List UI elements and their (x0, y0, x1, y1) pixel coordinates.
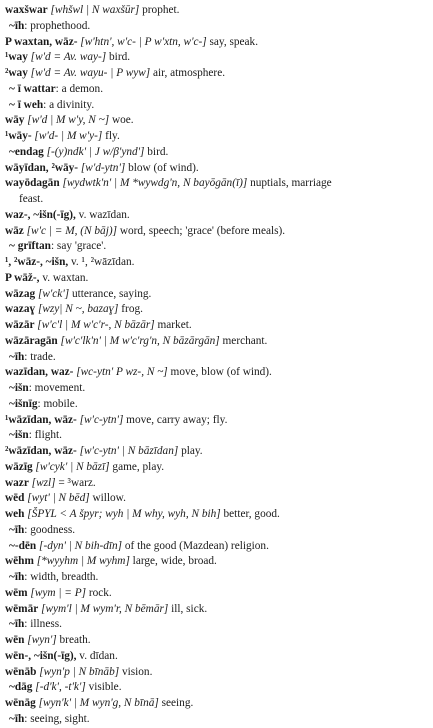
gloss: v. dīdan. (76, 649, 118, 662)
headword: ~ grīftan (9, 240, 51, 253)
phonetic: [w'd | M w'y, N ~] (24, 114, 110, 127)
headword: ¹wāzīdan, wāz- (5, 413, 77, 426)
entry-line (5, 507, 429, 523)
headword: ~īh (9, 350, 25, 363)
entry-line (5, 271, 429, 287)
headword: ~išnīg (9, 397, 38, 410)
gloss: merchant. (219, 334, 268, 347)
gloss: utterance, saying. (69, 287, 152, 300)
gloss: vision. (119, 665, 153, 678)
entry-line (5, 302, 429, 318)
headword: ~endag (9, 145, 44, 158)
headword: wēmār (5, 602, 39, 615)
gloss: : prophethood. (24, 19, 91, 32)
subentry-line (5, 523, 429, 539)
gloss: better, good. (220, 508, 280, 520)
headword: wāzāragān (5, 334, 58, 347)
headword: ~īh (9, 618, 25, 631)
entry-line (5, 318, 429, 334)
gloss: : say 'grace'. (50, 240, 107, 253)
headword: wēnāb (5, 665, 37, 678)
entry-line (5, 602, 429, 618)
subentry-line (5, 350, 429, 366)
gloss: of the good (Mazdean) religion. (122, 539, 269, 552)
headword: ~-dēn (9, 539, 37, 552)
headword: wāz (5, 224, 24, 237)
entry-line (5, 334, 429, 350)
entry-line (5, 586, 429, 602)
gloss: v. wazīdan. (75, 208, 130, 221)
phonetic: [wym | = P] (27, 586, 87, 599)
entry-line (5, 255, 429, 271)
entry-line (5, 413, 429, 429)
phonetic: [-d'k', -t'k'] (32, 681, 86, 694)
phonetic: [-(y)ndk' | J w/β'ynd'] (43, 145, 145, 158)
headword: waz-, ~išn(-īg), (5, 208, 76, 221)
headword: wazr (5, 476, 29, 489)
entry-line (5, 444, 429, 460)
gloss: : seeing, sight. (24, 712, 90, 725)
gloss: : trade. (24, 350, 56, 363)
entry-line (5, 161, 429, 177)
phonetic: [w'd = Av. wayu- | P wyw] (27, 67, 151, 79)
phonetic: [w'cyk' | N bāzī] (32, 460, 110, 473)
entry-line (5, 208, 429, 224)
entry-line (5, 224, 429, 240)
gloss: breath. (56, 634, 91, 646)
headword: wēd (5, 492, 25, 505)
gloss: market. (154, 319, 192, 331)
gloss: game, play. (109, 460, 165, 473)
headword: ~ ī weh (9, 98, 44, 111)
headword: ~īh (9, 712, 25, 725)
gloss: : movement. (28, 382, 86, 394)
gloss: v. ¹, ²wāzīdan. (68, 256, 135, 268)
headword: ²wāzīdan, wāz- (5, 445, 77, 457)
gloss: : mobile. (37, 397, 78, 410)
gloss: : a divinity. (43, 98, 95, 111)
phonetic: [wc-ytn' P wz-, N ~] (73, 366, 168, 379)
phonetic: [wym'l | M wym'r, N bēmār] (38, 602, 169, 615)
gloss: woe. (109, 114, 134, 127)
headword: wāzag (5, 287, 36, 300)
phonetic: [wzy| N ~, bazaɣ] (35, 303, 119, 316)
headword: ¹way (5, 51, 28, 64)
gloss: bird. (106, 51, 131, 64)
headword: wēm (5, 586, 28, 599)
entry-line (5, 66, 429, 82)
gloss: say, speak. (206, 35, 259, 48)
phonetic: [w'd- | M w'y-] (31, 130, 103, 142)
phonetic: [w'ck'] (35, 287, 70, 300)
phonetic: [wzl] (28, 476, 56, 489)
gloss: prophet. (139, 4, 180, 16)
gloss: bird. (144, 145, 169, 158)
entry-line (5, 113, 429, 129)
subentry-line (5, 712, 429, 728)
headword: ²way (5, 67, 28, 79)
headword: ~īh (9, 19, 25, 32)
subentry-line (5, 539, 429, 555)
gloss: rock. (86, 586, 112, 599)
gloss: : a demon. (55, 82, 104, 95)
gloss: : width, breadth. (24, 571, 99, 583)
phonetic: [wydwtk'n' | M *wywdg'n, N bayōgān(ī)] (59, 177, 248, 190)
gloss: word, speech; 'grace' (before meals). (117, 224, 286, 237)
phonetic: [-dyn' | N bih-dīn] (36, 539, 123, 552)
subentry-line (5, 397, 429, 413)
phonetic: [*wyyhm | M wyhm] (33, 555, 130, 568)
entry-line (5, 3, 429, 19)
headword: wēnāg (5, 697, 36, 709)
gloss: play. (178, 445, 203, 457)
subentry-line (5, 617, 429, 633)
headword: P waxtan, wāz- (5, 35, 78, 48)
gloss: willow. (89, 492, 126, 505)
gloss: air, atmosphere. (150, 67, 226, 79)
headword: ~īh (9, 571, 25, 583)
headword: ~išn (9, 382, 29, 394)
subentry-line (5, 19, 429, 35)
entry-line (5, 633, 429, 649)
phonetic: [wyn'] (24, 634, 57, 646)
entry-line (5, 665, 429, 681)
subentry-line (5, 428, 429, 444)
headword: wēn (5, 634, 25, 646)
entry-line (5, 460, 429, 476)
phonetic: [w'd-ytn'] (78, 161, 126, 174)
headword: ~ ī wattar (9, 82, 56, 95)
phonetic: [w'c-ytn' | N bāzīdan] (76, 445, 179, 457)
entry-line (5, 491, 429, 507)
subentry-line (5, 570, 429, 586)
headword: ¹, ²wāz-, ~išn, (5, 256, 69, 268)
entry-line (5, 365, 429, 381)
gloss: v. waxtan. (39, 271, 89, 284)
subentry-line (5, 98, 429, 114)
phonetic: [w'c-ytn'] (76, 413, 124, 426)
phonetic: [w'c'l | M w'c'r-, N bāzār] (34, 319, 155, 331)
subentry-line (5, 82, 429, 98)
gloss: fly. (102, 130, 120, 142)
gloss: blow (of wind). (125, 161, 199, 174)
phonetic: [w'd = Av. way-] (27, 51, 107, 64)
headword: wāzār (5, 319, 35, 331)
headword: ~īh (9, 523, 25, 536)
headword: wāy (5, 114, 25, 127)
headword: wazaɣ (5, 303, 36, 316)
entry-line (5, 696, 429, 712)
gloss: = ³warz. (55, 476, 96, 489)
headword: P wāž-, (5, 271, 40, 284)
entry-line (5, 287, 429, 303)
phonetic: [wyn'k' | M wyn'g, N bīnā] (35, 697, 159, 709)
gloss: move, carry away; fly. (123, 413, 228, 426)
gloss: : flight. (28, 429, 62, 442)
gloss: feast. (19, 193, 44, 205)
gloss: ill, sick. (168, 602, 208, 615)
subentry-line (5, 145, 429, 161)
subentry-line (5, 239, 429, 255)
headword: weh (5, 508, 25, 520)
gloss: seeing. (158, 697, 194, 709)
phonetic: [w'htn', w'c- | P w'xtn, w'c-] (77, 35, 207, 48)
headword: waxšwar (5, 4, 48, 16)
headword: wēhm (5, 555, 34, 568)
headword: wayōdagān (5, 177, 60, 190)
continuation-line (5, 192, 429, 208)
gloss: large, wide, broad. (129, 555, 217, 568)
phonetic: [ŠPYL < A špyr; wyh | M why, wyh, N bih] (24, 508, 221, 520)
headword: wāzīg (5, 460, 33, 473)
headword: ~išn (9, 429, 29, 442)
entry-line (5, 129, 429, 145)
gloss: frog. (118, 303, 143, 316)
gloss: : illness. (24, 618, 62, 631)
subentry-line (5, 680, 429, 696)
headword: ~dāg (9, 681, 33, 694)
headword: wazīdan, waz- (5, 366, 74, 379)
entry-line (5, 50, 429, 66)
phonetic: [w'c'lk'n' | M w'c'rg'n, N bāzārgān] (57, 334, 220, 347)
entry-line (5, 35, 429, 51)
entry-line (5, 554, 429, 570)
phonetic: [whšwl | N waxšūr] (47, 4, 140, 16)
phonetic: [wyt' | N bēd] (24, 492, 90, 505)
gloss: nuptials, marriage (247, 177, 332, 190)
phonetic: [wyn'p | N bīnāb] (36, 665, 120, 678)
subentry-line (5, 381, 429, 397)
gloss: move, blow (of wind). (167, 366, 272, 379)
headword: wāyīdan, ²wāy- (5, 161, 79, 174)
headword: wēn-, ~išn(-īg), (5, 649, 77, 662)
entry-line (5, 476, 429, 492)
entry-line (5, 176, 429, 192)
gloss: visible. (85, 681, 122, 694)
headword: ¹wāy- (5, 130, 32, 142)
entry-line (5, 649, 429, 665)
gloss: : goodness. (24, 523, 76, 536)
phonetic: [w'c | = M, (N bāj)] (23, 224, 117, 237)
